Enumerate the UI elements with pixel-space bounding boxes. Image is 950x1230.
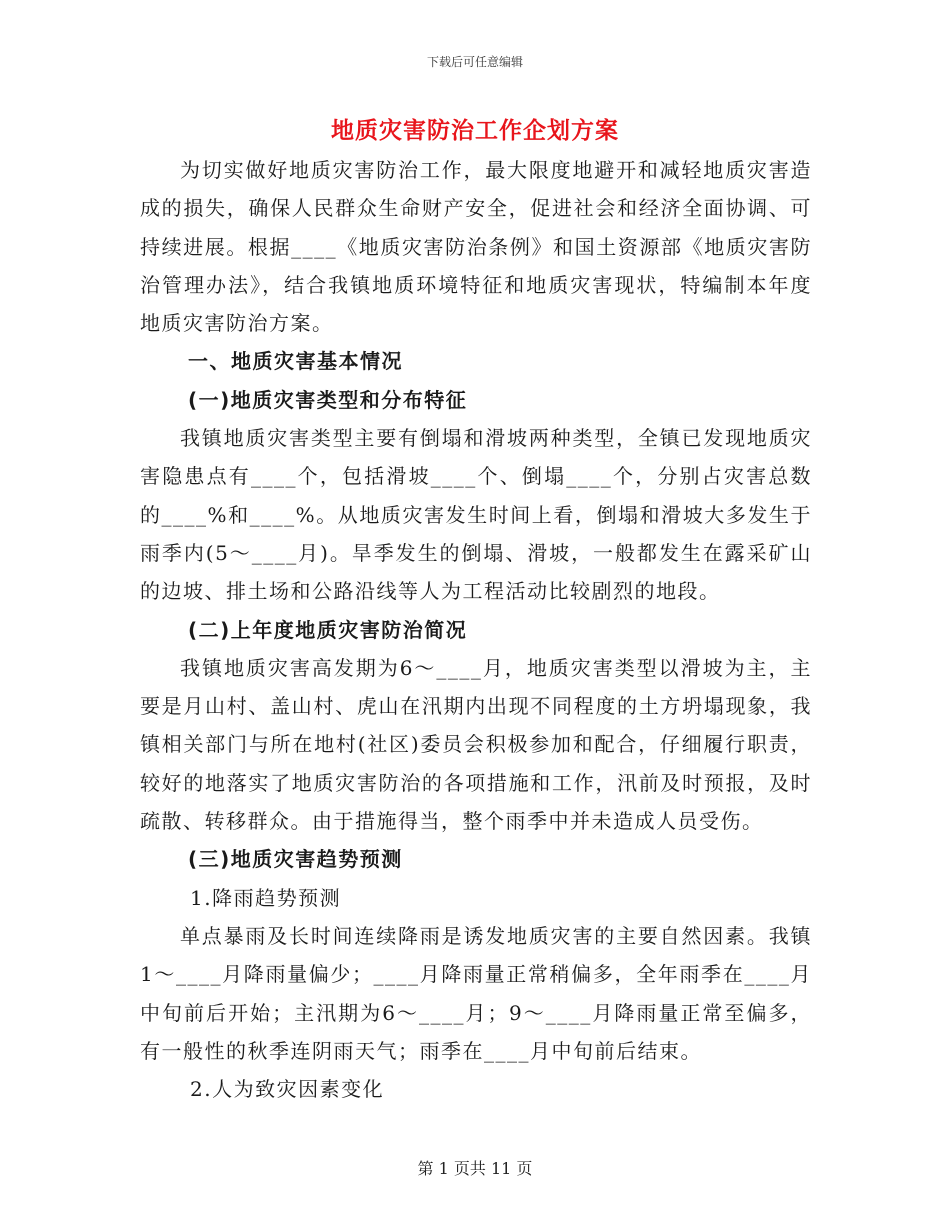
sub1-paragraph: 我镇地质灾害类型主要有倒塌和滑坡两种类型，全镇已发现地质灾害隐患点有____个，包括滑坡____个、倒塌____个，分别占灾害总数的____%和____%。从地质灾害发生时间上看，倒塌和滑坡大多发生于雨季内(5～____月)。旱季发生的倒塌、滑坡，一般都发生在露采矿山的边坡、排土场和公路沿线等人为工程活动比较剧烈的地段。 xyxy=(140,426,812,604)
header-note: 下载后可任意编辑 xyxy=(426,55,523,69)
intro-paragraph: 为切实做好地质灾害防治工作，最大限度地避开和减轻地质灾害造成的损失，确保人民群众生命财产安全，促进社会和经济全面协调、可持续进展。根据____《地质灾害防治条例》和国土资源部《地质灾害防治管理办法》，结合我镇地质环境特征和地质灾害现状，特编制本年度地质灾害防治方案。 xyxy=(140,158,812,336)
section1-heading: 一、地质灾害基本情况 xyxy=(188,349,403,374)
sub1-heading: (一)地质灾害类型和分布特征 xyxy=(188,387,468,412)
page-footer: 第 1 页共 11 页 xyxy=(417,1159,533,1178)
document-body xyxy=(140,151,812,1108)
item1-paragraph: 单点暴雨及长时间连续降雨是诱发地质灾害的主要自然因素。我镇1～____月降雨量偏少；____月降雨量正常稍偏多，全年雨季在____月中旬前后开始；主汛期为6～____月；9～____月降雨量正常至偏多，有一般性的秋季连阴雨天气；雨季在____月中旬前后结束。 xyxy=(140,923,812,1063)
item1-heading: 1.降雨趋势预测 xyxy=(190,885,342,910)
sub3-heading: (三)地质灾害趋势预测 xyxy=(188,847,403,872)
item2-heading: 2.人为致灾因素变化 xyxy=(190,1077,385,1102)
sub2-paragraph: 我镇地质灾害高发期为6～____月，地质灾害类型以滑坡为主，主要是月山村、盖山村、虎山在汛期内出现不同程度的土方坍塌现象，我镇相关部门与所在地村(社区)委员会积极参加和配合，仔细履行职责，较好的地落实了地质灾害防治的各项措施和工作，汛前及时预报，及时疏散、转移群众。由于措施得当，整个雨季中并未造成人员受伤。 xyxy=(140,655,812,834)
sub2-heading: (二)上年度地质灾害防治简况 xyxy=(188,617,468,642)
document-title: 地质灾害防治工作企划方案 xyxy=(331,118,619,144)
